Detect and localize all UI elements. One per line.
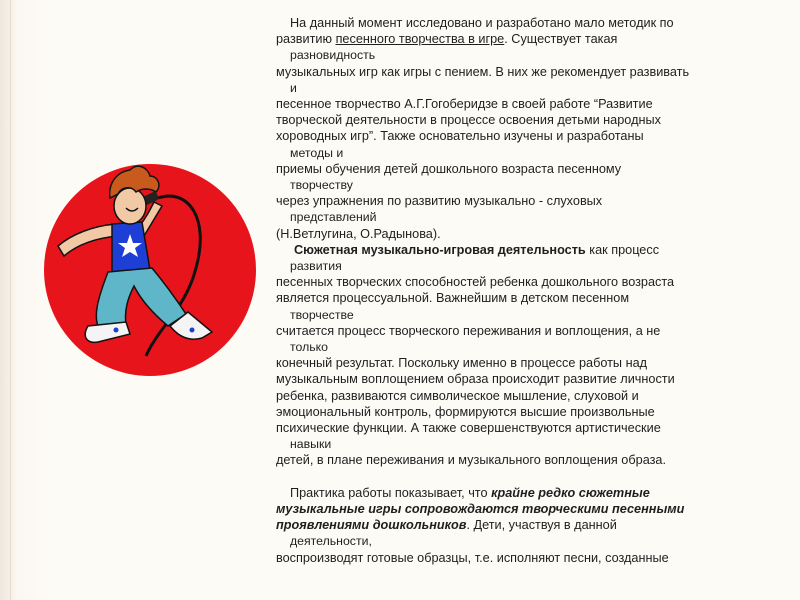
text-line: считается процесс творческого переживания и воплощения, а не (276, 323, 661, 338)
text-line: Практика работы показывает, что крайне редко сюжетные (290, 485, 650, 500)
emphasis-phrase: проявлениями дошкольников (276, 518, 467, 533)
text-line: деятельности, (290, 534, 372, 549)
text-line: представлений (290, 210, 377, 225)
text-line: музыкальные игры сопровождаются творческими песенными (276, 501, 685, 516)
slide-text (276, 15, 781, 566)
text-line: эмоциональный контроль, формируются высшие произвольные (276, 404, 655, 419)
slide-border-line (10, 0, 11, 600)
text-line: На данный момент исследовано и разработано мало методик по (290, 16, 674, 30)
text-line: детей, в плане переживания и музыкального воплощения образа. (276, 453, 667, 468)
text-line: музыкальным воплощением образа происходит развитие личности (276, 372, 675, 387)
text-line: через упражнения по развитию музыкально - слуховых (276, 194, 603, 209)
text-line: конечный результат. Поскольку именно в процессе работы над (276, 356, 648, 371)
text-line: Сюжетная музыкально-игровая деятельность как процесс (294, 242, 660, 257)
underlined-phrase: песенного творчества в игре (335, 32, 505, 47)
text-line: развития (290, 259, 342, 274)
text-line: творческой деятельности в процессе освоения детьми народных (276, 113, 661, 128)
text-line: песенное творчество А.Г.Гогоберидзе в своей работе “Развитие (276, 97, 653, 112)
text-line: хороводных игр”. Также основательно изучены и разработаны (276, 129, 644, 144)
text-line: приемы обучения детей дошкольного возраста песенному (276, 161, 622, 176)
text-line: проявлениями дошкольников. Дети, участвуя в данной (276, 518, 617, 533)
text-line: ребенка, развиваются символическое мышление, слуховой и (276, 388, 639, 403)
text-line: воспроизводят готовые образцы, т.е. исполняют песни, созданные (276, 550, 669, 565)
text-line: и (290, 80, 297, 95)
text-line: только (290, 340, 329, 355)
text-line: методы и (290, 145, 344, 160)
text-line: навыки (290, 437, 332, 452)
text-line: разновидность (290, 48, 376, 63)
text-line: творчеству (290, 178, 353, 193)
text-line: творчестве (290, 307, 354, 322)
text-line: психические функции. А также совершенствуются артистические (276, 421, 661, 436)
singer-illustration (38, 158, 256, 378)
text-line: (Н.Ветлугина, О.Радынова). (276, 226, 441, 241)
paragraph-gap (276, 469, 781, 485)
bold-phrase: Сюжетная музыкально-игровая деятельность (294, 242, 586, 257)
text-line: развитию песенного творчества в игре. Существует такая (276, 32, 618, 47)
text-line: музыкальных игр как игры с пением. В них же рекомендует развивать (276, 64, 690, 79)
text-line: является процессуальной. Важнейшим в детском песенном (276, 291, 630, 306)
text-line: песенных творческих способностей ребенка дошкольного возраста (276, 275, 675, 290)
emphasis-phrase: крайне редко сюжетные (491, 485, 650, 500)
